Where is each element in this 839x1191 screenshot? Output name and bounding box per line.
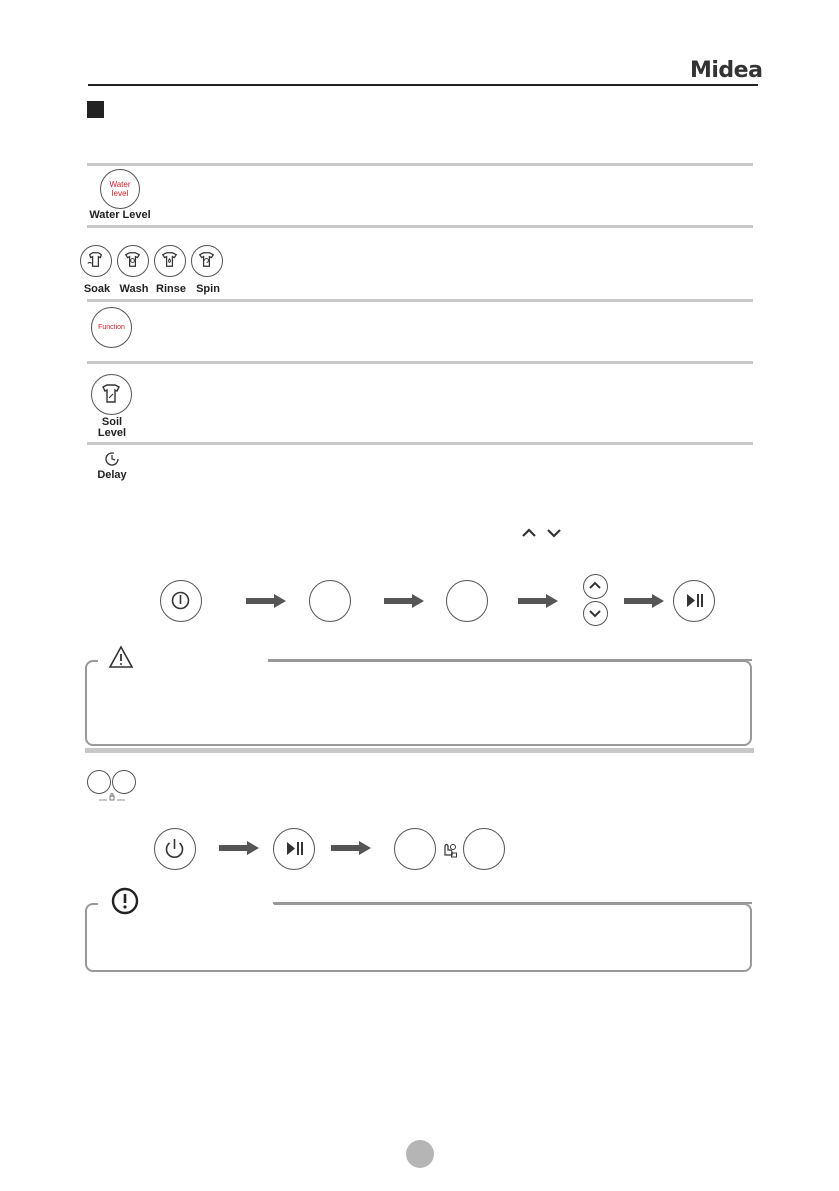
down-chevron-icon (545, 527, 563, 539)
function-inner-label: Function (98, 324, 125, 331)
function-button[interactable] (91, 307, 132, 348)
brand-logo (690, 58, 762, 83)
section-divider (85, 748, 754, 753)
spin-button[interactable] (191, 245, 223, 277)
caution-box (85, 660, 752, 746)
child-lock-key-a[interactable] (87, 770, 111, 794)
spin-caption: Spin (196, 283, 220, 295)
wash-button[interactable] (117, 245, 149, 277)
soil-shirt-icon (92, 375, 130, 413)
start-pause-button[interactable] (273, 828, 315, 870)
up-chevron-icon (520, 527, 538, 539)
hand-lock-icon (440, 839, 460, 859)
rinse-caption: Rinse (156, 283, 186, 295)
arrow-right-icon (624, 594, 664, 608)
power-icon (155, 829, 195, 869)
arrow-right-icon (246, 594, 286, 608)
water-level-button[interactable] (100, 169, 140, 209)
note-box (85, 903, 752, 972)
chevron-down-icon (584, 602, 606, 624)
arrow-right-icon (219, 841, 259, 855)
power-button[interactable] (154, 828, 196, 870)
soak-button[interactable] (80, 245, 112, 277)
start-pause-button[interactable] (673, 580, 715, 622)
chevron-up-icon (584, 575, 606, 597)
caution-header-rule (268, 659, 752, 661)
warning-triangle-icon (108, 645, 134, 669)
water-level-caption: Water Level (89, 209, 151, 221)
row-divider (87, 163, 753, 166)
play-pause-icon (674, 581, 714, 621)
blank-button[interactable] (309, 580, 351, 622)
child-lock-key-b[interactable] (112, 770, 136, 794)
delay-caption: Delay (97, 469, 127, 481)
water-level-inner-label: Water level (109, 180, 131, 198)
soak-shirt-icon (81, 246, 110, 275)
child-lock-key-a[interactable] (394, 828, 436, 870)
rinse-shirt-icon (155, 246, 184, 275)
note-header-rule (273, 902, 752, 904)
brand-logo-text: Midea (690, 58, 763, 83)
arrow-right-icon (331, 841, 371, 855)
lock-icon (99, 793, 125, 803)
arrow-right-icon (384, 594, 424, 608)
row-divider (87, 442, 753, 445)
rinse-button[interactable] (154, 245, 186, 277)
soil-caption-line1: Soil (101, 416, 123, 428)
soil-caption-line2: Level (97, 427, 127, 439)
exclamation-circle-icon (110, 886, 140, 916)
wash-shirt-icon (118, 246, 147, 275)
row-divider (87, 225, 753, 228)
row-divider (87, 299, 753, 302)
up-button[interactable] (583, 574, 608, 599)
wash-caption: Wash (119, 283, 149, 295)
delay-clock-icon[interactable] (104, 451, 120, 467)
soak-caption: Soak (83, 283, 111, 295)
power-button[interactable] (160, 580, 202, 622)
spin-shirt-icon (192, 246, 221, 275)
page-number-dot (406, 1140, 434, 1168)
header-rule (88, 84, 758, 86)
power-icon (161, 581, 201, 621)
section-marker (87, 101, 104, 118)
down-button[interactable] (583, 601, 608, 626)
soil-level-caption (82, 417, 142, 439)
soil-level-button[interactable] (91, 374, 132, 415)
arrow-right-icon (518, 594, 558, 608)
play-pause-icon (274, 829, 314, 869)
row-divider (87, 361, 753, 364)
child-lock-key-b[interactable] (463, 828, 505, 870)
blank-button[interactable] (446, 580, 488, 622)
